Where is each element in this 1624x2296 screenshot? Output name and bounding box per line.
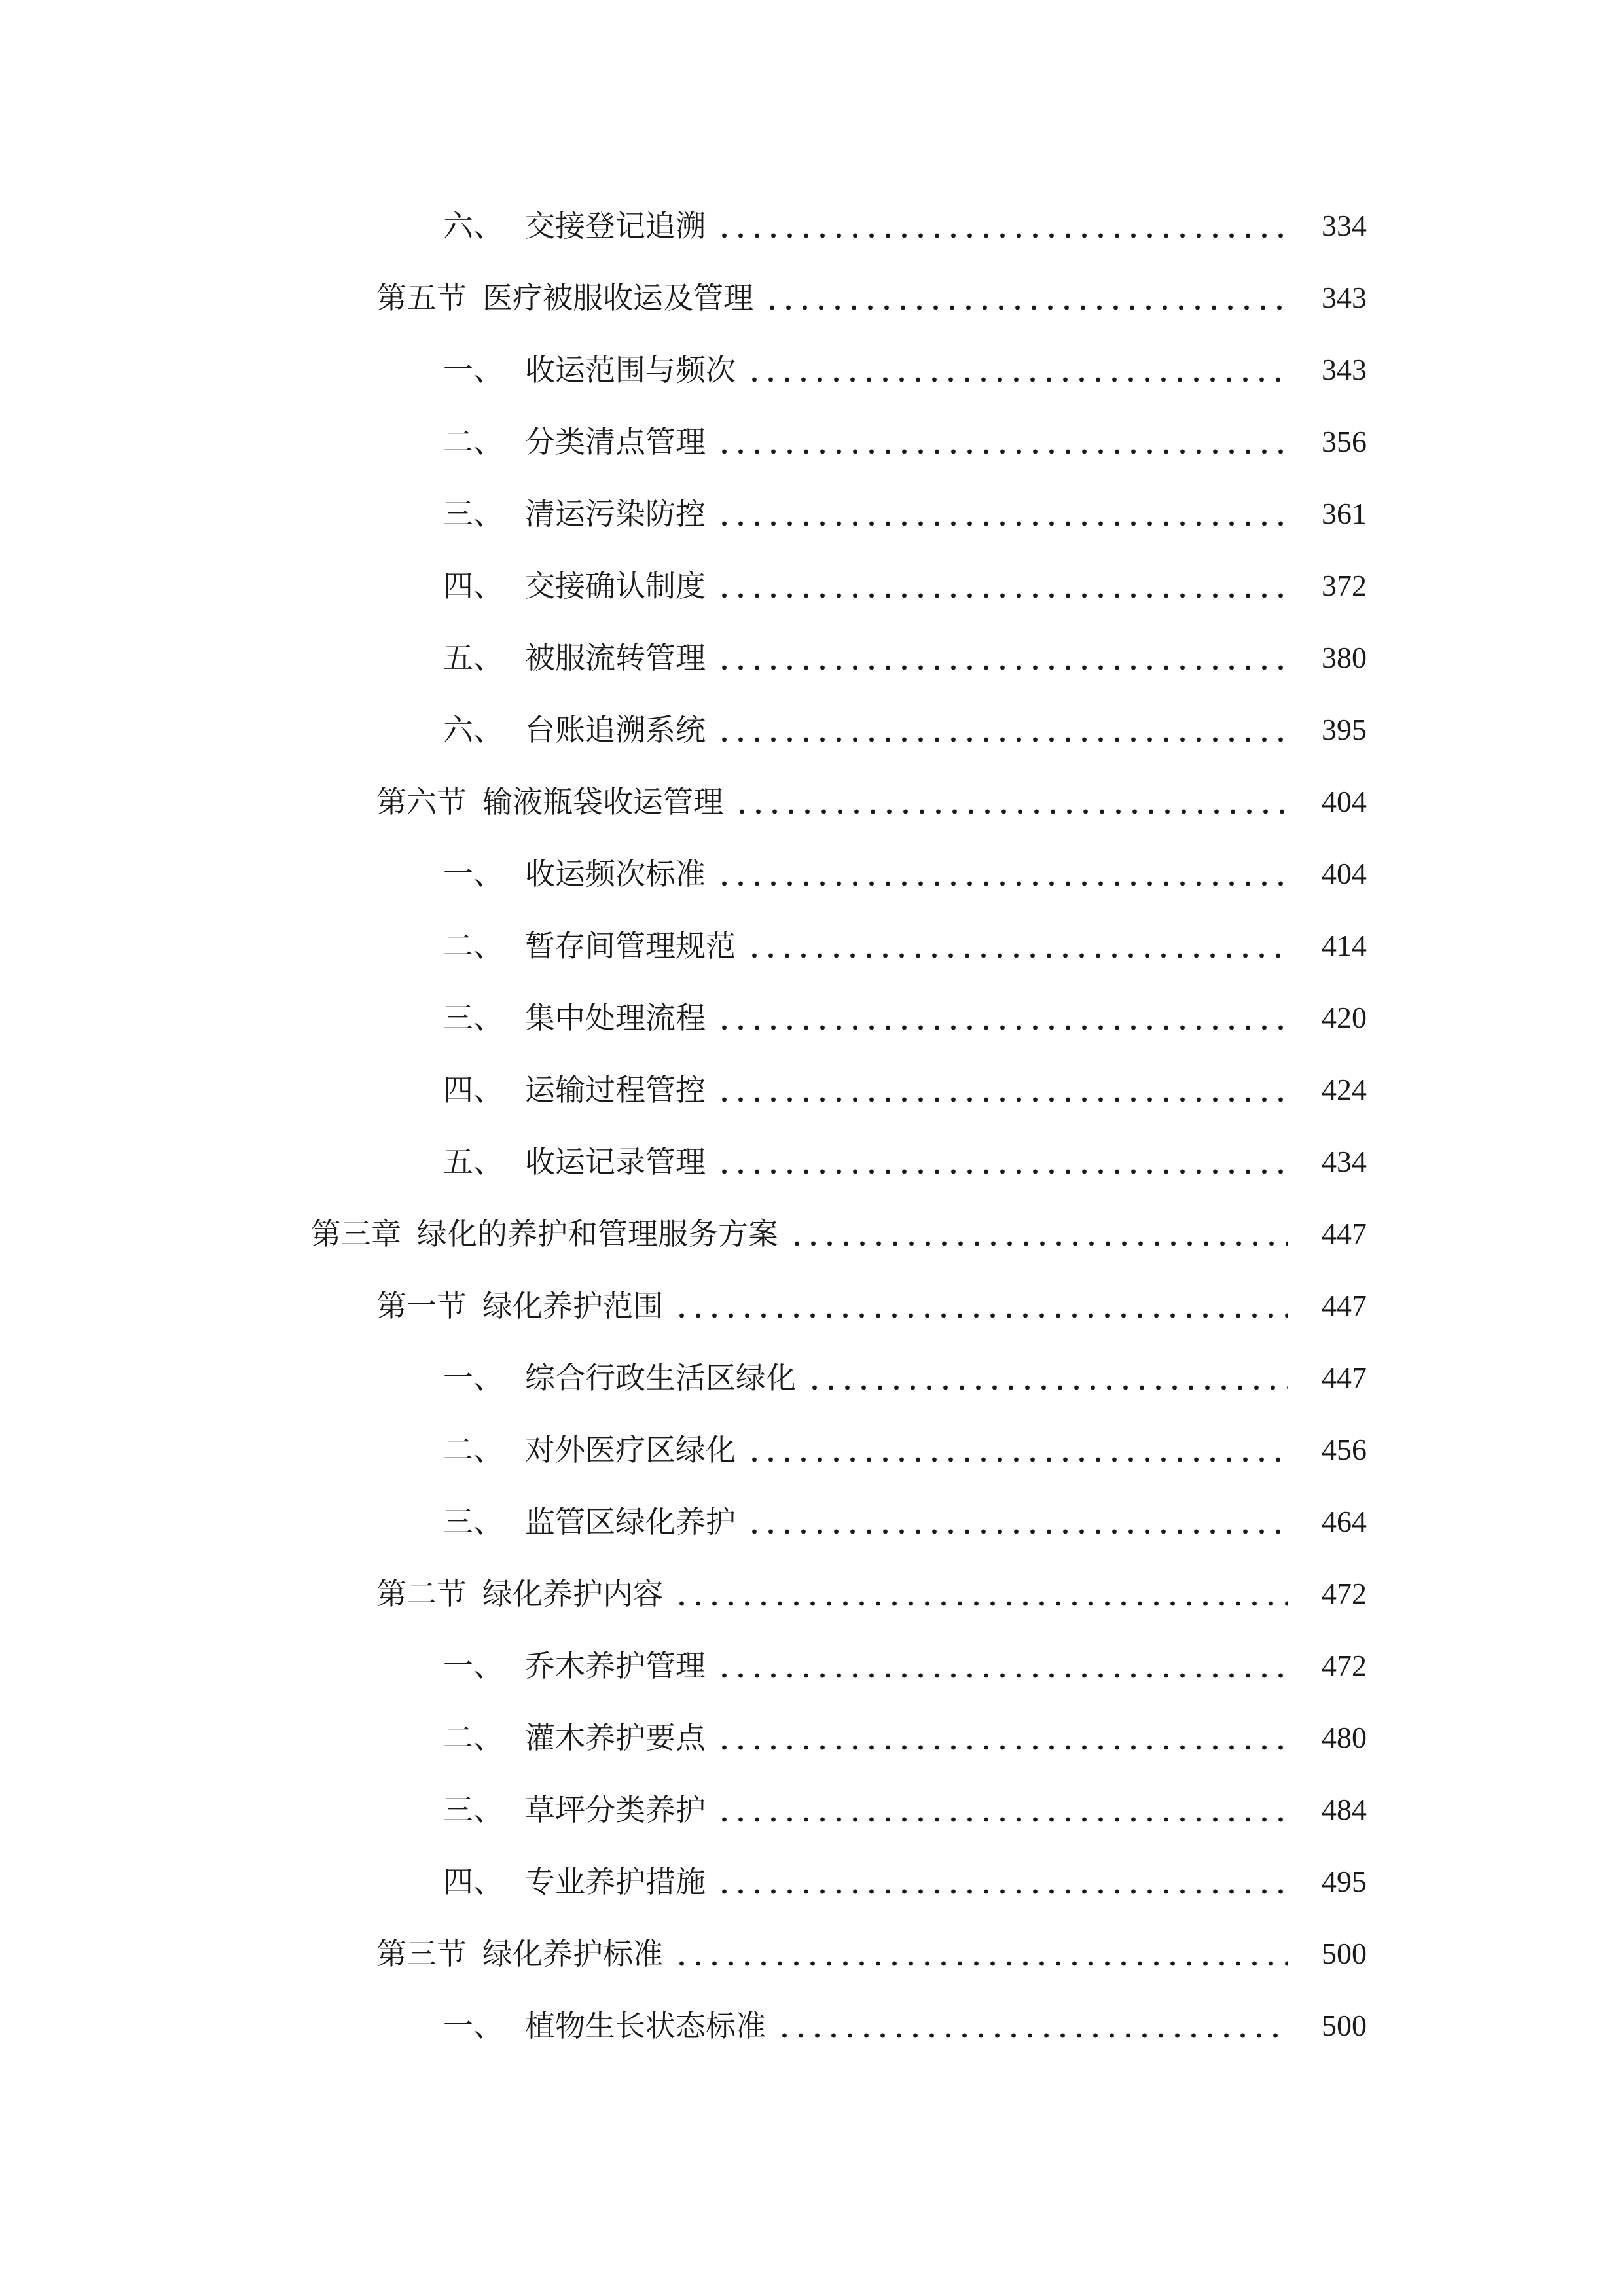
dot-leader (746, 931, 1288, 961)
toc-entry-title: 灌木养护要点 (525, 1720, 706, 1755)
toc-entry-number: 六、 (443, 208, 503, 243)
dot-leader (674, 1579, 1288, 1609)
dot-leader (716, 571, 1288, 601)
toc-entry-page: 380 (1322, 641, 1367, 674)
toc-entry-page: 404 (1322, 785, 1367, 818)
toc-entry-number: 一、 (443, 352, 503, 387)
toc-entry-title: 输液瓶袋收运管理 (482, 784, 723, 819)
toc-entry-title: 交接登记追溯 (525, 208, 706, 243)
toc-entry[interactable] (0, 838, 1624, 910)
dot-leader (789, 1219, 1288, 1249)
dot-leader (746, 355, 1288, 385)
toc-entry[interactable] (0, 1126, 1624, 1198)
toc-entry-page: 500 (1322, 1937, 1367, 1970)
toc-entry-page: 447 (1322, 1217, 1367, 1250)
toc-entry-title: 交接确认制度 (525, 568, 706, 603)
toc-entry-number: 三、 (443, 1504, 503, 1539)
toc-entry[interactable] (0, 1558, 1624, 1630)
toc-entry-number: 三、 (443, 1000, 503, 1035)
toc-entry-number: 第三章 (311, 1216, 401, 1251)
toc-entry-title: 被服流转管理 (525, 640, 706, 675)
toc-entry-number: 一、 (443, 1360, 503, 1395)
toc-entry-page: 456 (1322, 1433, 1367, 1466)
dot-leader (716, 1075, 1288, 1105)
dot-leader (764, 283, 1288, 313)
toc-entry-page: 447 (1322, 1361, 1367, 1394)
toc-entry[interactable] (0, 262, 1624, 334)
toc-entry[interactable] (0, 1342, 1624, 1414)
toc-entry-number: 五、 (443, 1144, 503, 1179)
toc-entry[interactable] (0, 1918, 1624, 1990)
toc-entry-page: 464 (1322, 1505, 1367, 1538)
toc-entry[interactable] (0, 1486, 1624, 1558)
toc-entry-number: 一、 (443, 2008, 503, 2043)
toc-entry[interactable] (0, 982, 1624, 1054)
dot-leader (716, 1147, 1288, 1177)
toc-entry-page: 356 (1322, 425, 1367, 458)
toc-entry-number: 二、 (443, 1432, 503, 1467)
toc-entry-page: 420 (1322, 1001, 1367, 1034)
table-of-contents (0, 190, 1624, 2062)
toc-entry[interactable] (0, 1630, 1624, 1702)
toc-entry-title: 绿化的养护和管理服务方案 (417, 1216, 778, 1251)
toc-entry-page: 334 (1322, 209, 1367, 242)
toc-entry[interactable] (0, 1198, 1624, 1270)
toc-entry-page: 424 (1322, 1073, 1367, 1106)
dot-leader (716, 499, 1288, 529)
toc-entry[interactable] (0, 1414, 1624, 1486)
dot-leader (716, 1723, 1288, 1753)
toc-entry-number: 二、 (443, 424, 503, 459)
toc-entry-title: 乔木养护管理 (525, 1648, 706, 1683)
toc-entry-page: 480 (1322, 1721, 1367, 1754)
toc-entry-page: 472 (1322, 1577, 1367, 1610)
toc-entry[interactable] (0, 622, 1624, 694)
toc-entry-page: 343 (1322, 353, 1367, 386)
dot-leader (674, 1291, 1288, 1321)
dot-leader (716, 1795, 1288, 1825)
dot-leader (716, 643, 1288, 673)
toc-entry-title: 收运频次标准 (525, 856, 706, 891)
toc-entry-number: 第六节 (376, 784, 467, 819)
dot-leader (674, 1939, 1288, 1969)
toc-entry-title: 分类清点管理 (525, 424, 706, 459)
toc-entry-number: 三、 (443, 496, 503, 531)
toc-entry-number: 六、 (443, 712, 503, 747)
dot-leader (716, 1003, 1288, 1033)
dot-leader (734, 787, 1288, 817)
toc-entry-title: 专业养护措施 (525, 1864, 706, 1899)
toc-entry[interactable] (0, 1846, 1624, 1918)
toc-entry-title: 植物生长状态标准 (525, 2008, 766, 2043)
toc-entry-number: 第三节 (376, 1936, 467, 1971)
toc-entry-title: 绿化养护内容 (482, 1576, 663, 1611)
toc-entry-page: 434 (1322, 1145, 1367, 1178)
toc-entry[interactable] (0, 1702, 1624, 1774)
toc-entry-page: 404 (1322, 857, 1367, 890)
toc-entry[interactable] (0, 1054, 1624, 1126)
toc-entry[interactable] (0, 1774, 1624, 1846)
toc-entry-title: 监管区绿化养护 (525, 1504, 736, 1539)
toc-entry-title: 台账追溯系统 (525, 712, 706, 747)
toc-entry-number: 一、 (443, 1648, 503, 1683)
toc-entry-title: 暂存间管理规范 (525, 928, 736, 963)
toc-entry[interactable] (0, 478, 1624, 550)
toc-entry-number: 第一节 (376, 1288, 467, 1323)
toc-entry-title: 综合行政生活区绿化 (525, 1360, 796, 1395)
toc-entry-title: 绿化养护标准 (482, 1936, 663, 1971)
toc-entry[interactable] (0, 766, 1624, 838)
toc-entry-page: 372 (1322, 569, 1367, 602)
toc-entry[interactable] (0, 550, 1624, 622)
toc-entry-number: 三、 (443, 1792, 503, 1827)
dot-leader (806, 1363, 1288, 1393)
toc-entry-number: 四、 (443, 568, 503, 603)
toc-entry-page: 447 (1322, 1289, 1367, 1322)
toc-entry-page: 500 (1322, 2009, 1367, 2042)
dot-leader (746, 1435, 1288, 1465)
toc-entry-page: 343 (1322, 281, 1367, 314)
toc-entry-page: 484 (1322, 1793, 1367, 1826)
toc-entry-title: 绿化养护范围 (482, 1288, 663, 1323)
toc-entry[interactable] (0, 910, 1624, 982)
toc-entry-page: 414 (1322, 929, 1367, 962)
toc-entry-title: 草坪分类养护 (525, 1792, 706, 1827)
toc-entry-number: 第二节 (376, 1576, 467, 1611)
toc-entry-number: 一、 (443, 856, 503, 891)
dot-leader (716, 1651, 1288, 1681)
toc-entry-title: 收运记录管理 (525, 1144, 706, 1179)
toc-entry-title: 清运污染防控 (525, 496, 706, 531)
dot-leader (716, 1867, 1288, 1897)
toc-entry-number: 四、 (443, 1864, 503, 1899)
dot-leader (776, 2011, 1288, 2041)
toc-entry-title: 对外医疗区绿化 (525, 1432, 736, 1467)
toc-entry-page: 395 (1322, 713, 1367, 746)
toc-entry-title: 收运范围与频次 (525, 352, 736, 387)
toc-entry-page: 361 (1322, 497, 1367, 530)
dot-leader (716, 427, 1288, 457)
toc-entry-page: 495 (1322, 1865, 1367, 1898)
toc-entry[interactable] (0, 334, 1624, 406)
dot-leader (716, 211, 1288, 241)
dot-leader (746, 1507, 1288, 1537)
dot-leader (716, 715, 1288, 745)
toc-entry-number: 二、 (443, 1720, 503, 1755)
toc-entry[interactable] (0, 406, 1624, 478)
toc-entry[interactable] (0, 694, 1624, 766)
toc-entry-number: 五、 (443, 640, 503, 675)
toc-entry-page: 472 (1322, 1649, 1367, 1682)
dot-leader (716, 859, 1288, 889)
toc-entry-number: 第五节 (376, 280, 467, 315)
toc-entry-title: 运输过程管控 (525, 1072, 706, 1107)
toc-entry-number: 四、 (443, 1072, 503, 1107)
toc-entry[interactable] (0, 1990, 1624, 2062)
toc-entry-number: 二、 (443, 928, 503, 963)
toc-entry-title: 医疗被服收运及管理 (482, 280, 753, 315)
toc-entry-title: 集中处理流程 (525, 1000, 706, 1035)
toc-entry[interactable] (0, 190, 1624, 262)
toc-entry[interactable] (0, 1270, 1624, 1342)
